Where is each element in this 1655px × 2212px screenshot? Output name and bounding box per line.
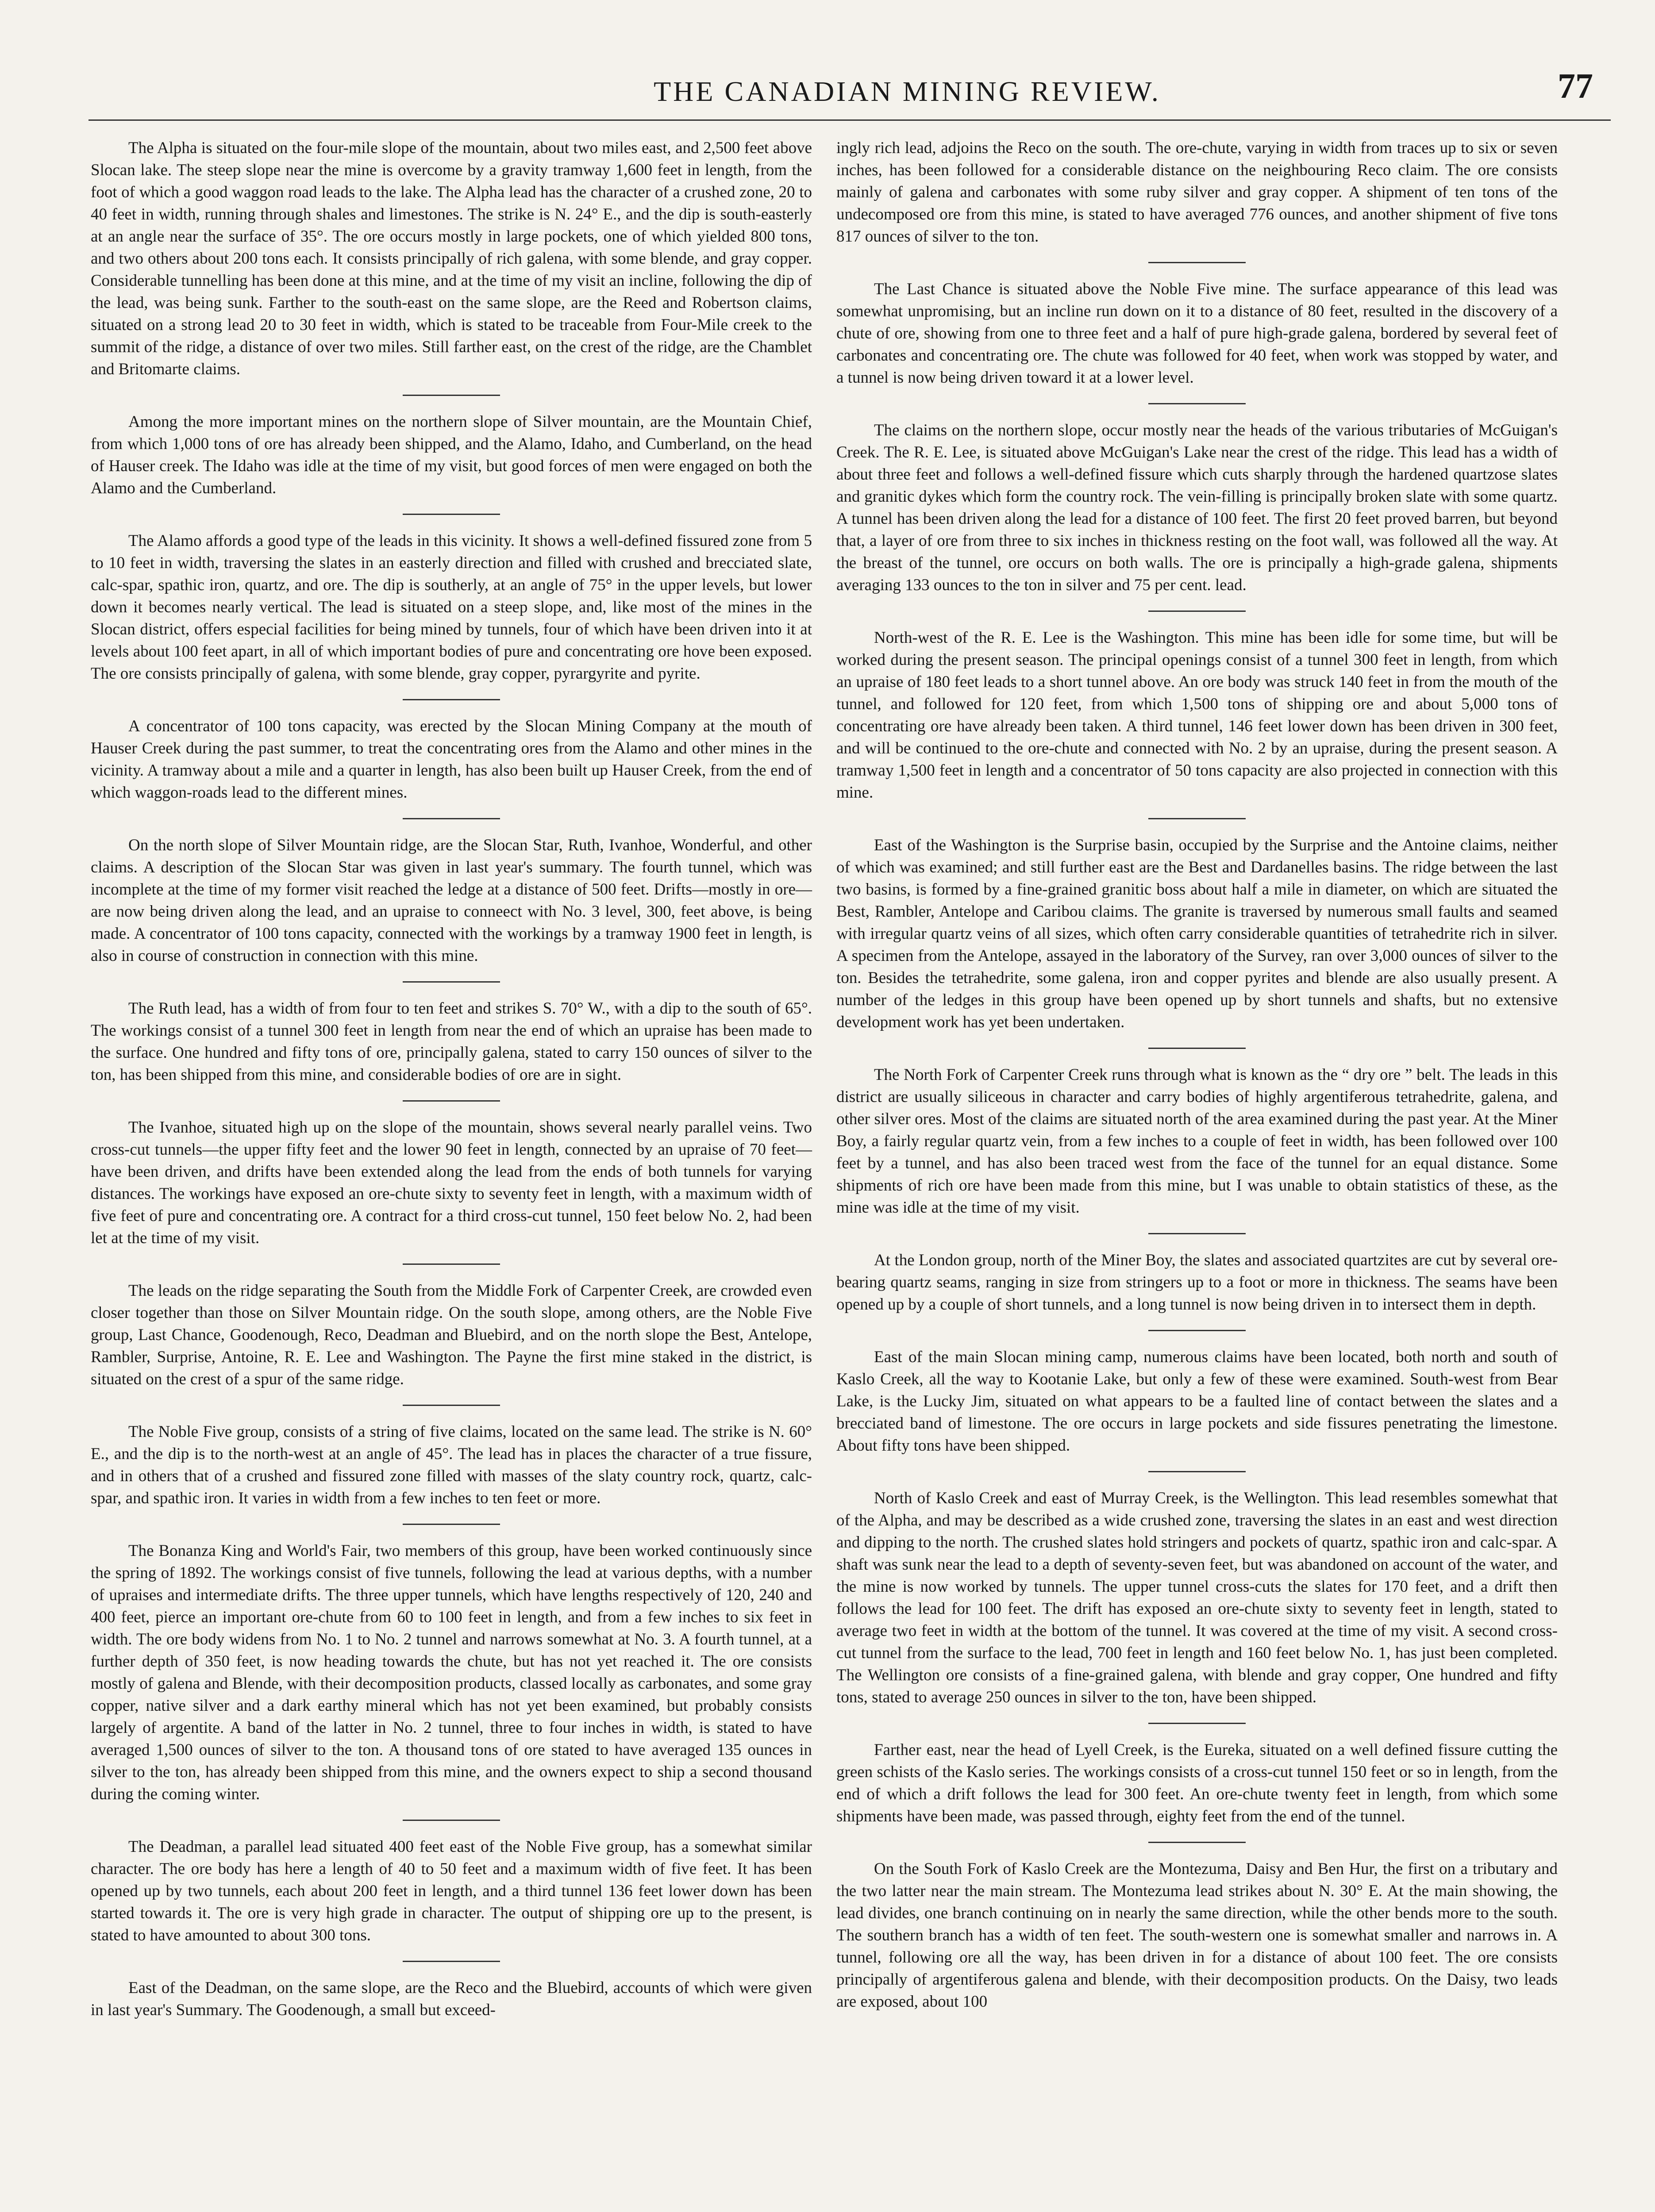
section-separator — [1148, 1233, 1246, 1234]
section-separator — [403, 1820, 500, 1821]
right-column — [836, 137, 1558, 2013]
paragraph-re-lee: The claims on the northern slope, occur mostly near the heads of the various tributaries of McGuigan's Creek. The R. E. Lee, is situated above McGuigan's Lake near the crest of the ridge. This lead has a width of about three feet and follows a well-defined fissure which cuts sharply through the hardened quartzose slates and granitic dykes which form the country rock. The vein-filling is principally broken slate with some quartz. A tunnel has been driven along the lead for a distance of 100 feet. The first 20 feet proved barren, but beyond that, a layer of ore from three to six inches in thickness resting on the foot wall, was followed all the way. At the breast of the tunnel, ore occurs on both walls. The ore is principally a high-grade galena, shipments averaging 133 ounces to the ton in silver and 75 per cent. lead. — [836, 421, 1558, 594]
paragraph-reco-bluebird: East of the Deadman, on the same slope, are the Reco and the Bluebird, accounts of which were given in last year's Summary. The Goodenough, a small but exceed- — [91, 1979, 812, 2019]
section-separator — [1148, 1048, 1246, 1049]
section-separator — [1148, 1723, 1246, 1724]
paragraph-carpenter-creek: The leads on the ridge separating the South from the Middle Fork of Carpenter Creek, are crowded even closer together than those on Silver Mountain ridge. On the south slope, among others, are the Noble Five group, Last Chance, Goodenough, Reco, Deadman and Bluebird, and on the north slope the Best, Antelope, Rambler, Surprise, Antoine, R. E. Lee and Washington. The Payne the first mine staked in the district, is situated on the crest of a spur of the same ridge. — [91, 1282, 812, 1388]
paragraph-montezuma: On the South Fork of Kaslo Creek are the Montezuma, Daisy and Ben Hur, the first on a tributary and the two latter near the main stream. The Montezuma lead strikes about N. 30° E. At the main showing, the lead divides, one branch continuing on in nearly the same direction, while the other bends more to the south. The southern branch has a width of ten feet. The south-western one is somewhat smaller and narrows in. A tunnel, following ore all the way, has been driven in for a distance of about 100 feet. The ore consists principally of argentiferous galena and blende, with their decomposition products. On the Daisy, two leads are exposed, about 100 — [836, 1860, 1558, 2011]
section-separator — [1148, 403, 1246, 404]
section-separator — [403, 1524, 500, 1525]
section-separator — [403, 981, 500, 983]
paragraph-alpha: The Alpha is situated on the four-mile slope of the mountain, about two miles east, and 2,500 feet above Slocan lake. The steep slope near the mine is overcome by a gravity tramway 1,600 feet in length, from the foot of which a good waggon road leads to the lake. The Alpha lead has the character of a crushed zone, 20 to 40 feet in width, running through shales and limestones. The strike is N. 24° E., and the dip is south-easterly at an angle near the surface of 35°. The ore occurs mostly in large pockets, one of which yielded 800 tons, and two others about 200 tons each. It consists principally of rich galena, with some blende, and gray copper. Considerable tunnelling has been done at this mine, and at the time of my visit an incline, following the dip of the lead, was being sunk. Farther to the south-east on the same slope, are the Reed and Robertson claims, situated on a strong lead 20 to 30 feet in width, which is stated to be traceable from Four-Mile creek to the summit of the ridge, a distance of over two miles. Still farther east, on the crest of the ridge, are the Chamblet and Britomarte claims. — [91, 139, 812, 378]
paragraph-washington: North-west of the R. E. Lee is the Washington. This mine has been idle for some time, but will be worked during the present season. The principal openings consist of a tunnel 300 feet in length, from which an upraise of 180 feet leads to a short tunnel above. An ore body was struck 140 feet in from the mouth of the tunnel, and followed for 120 feet, from which 1,500 tons of shipping ore and about 5,000 tons of concentrating ore have already been taken. A third tunnel, 146 feet lower down has been driven in 300 feet, and will be continued to the ore-chute and connected with No. 2 by an upraise, during the present season. A tramway 1,500 feet in length and a concentrator of 50 tons capacity are also projected in connection with this mine. — [836, 629, 1558, 802]
paragraph-concentrator: A concentrator of 100 tons capacity, was erected by the Slocan Mining Company at the mouth of Hauser Creek during the past summer, to treat the concentrating ores from the Alamo and other mines in the vicinity. A tramway about a mile and a quarter in length, has also been built up Hauser Creek, from the end of which waggon-roads lead to the different mines. — [91, 717, 812, 802]
page-number: 77 — [1558, 67, 1593, 106]
section-separator — [403, 818, 500, 819]
section-separator — [1148, 1842, 1246, 1843]
section-separator — [403, 1100, 500, 1102]
section-separator — [1148, 262, 1246, 263]
paragraph-alamo: The Alamo affords a good type of the leads in this vicinity. It shows a well-defined fissured zone from 5 to 10 feet in width, traversing the slates in an easterly direction and filled with crushed and brecciated slate, calc-spar, spathic iron, quartz, and ore. The dip is southerly, at an angle of 75° in the upper levels, but lower down it becomes nearly vertical. The lead is situated on a steep slope, and, like most of the mines in the Slocan district, offers especial facilities for being mined by tunnels, four of which have been driven into it at levels about 100 feet apart, in all of which important bodies of pure and concentrating ore hove been exposed. The ore consists principally of galena, with some blende, gray copper, pyrargyrite and pyrite. — [91, 532, 812, 683]
paragraph-north-fork: The North Fork of Carpenter Creek runs through what is known as the “ dry ore ” belt. The leads in this district are usually siliceous in character and carry bodies of highly argentiferous tetrahedrite, galena, and other silver ores. Most of the claims are situated north of the area examined during the past year. At the Miner Boy, a fairly regular quartz vein, from a few inches to a couple of feet in width, has been followed over 100 feet by a tunnel, and has also been traced west from the face of the tunnel for an equal distance. Some shipments of rich ore have been made from this mine, but I was unable to obtain statistics of these, as the mine was idle at the time of my visit. — [836, 1066, 1558, 1217]
paragraph-deadman: The Deadman, a parallel lead situated 400 feet east of the Noble Five group, has a somewhat similar character. The ore body has here a length of 40 to 50 feet and a maximum width of five feet. It has been opened up by two tunnels, each about 200 feet in length, and a third tunnel 136 feet lower down has been started towards it. The ore is very high grade in character. The output of shipping ore up to the present, is stated to have amounted to about 300 tons. — [91, 1838, 812, 1944]
paragraph-slocan-star: On the north slope of Silver Mountain ridge, are the Slocan Star, Ruth, Ivanhoe, Wonderful, and other claims. A description of the Slocan Star was given in last year's summary. The fourth tunnel, which was incomplete at the time of my former visit reached the ledge at a distance of 500 feet. Drifts—mostly in ore—are now being driven along the lead, and an upraise to conneect with No. 3 level, 300, feet above, is being made. A concentrator of 100 tons capacity, connected with the workings by a tramway 1900 feet in length, is also in course of construction in connection with this mine. — [91, 836, 812, 965]
section-separator — [403, 1263, 500, 1265]
section-separator — [403, 1405, 500, 1406]
section-separator — [403, 699, 500, 700]
journal-title: THE CANADIAN MINING REVIEW. — [654, 76, 1161, 107]
paragraph-goodenough-continued: ingly rich lead, adjoins the Reco on the south. The ore-chute, varying in width from traces up to six or seven inches, has been followed for a considerable distance on the neighbouring Reco claim. The ore consists mainly of galena and carbonates with some ruby silver and gray copper. A shipment of ten tons of the undecomposed ore from this mine, is stated to have averaged 776 ounces, and another shipment of five tons 817 ounces of silver to the ton. — [836, 139, 1558, 246]
paragraph-lucky-jim: East of the main Slocan mining camp, numerous claims have been located, both north and south of Kaslo Creek, all the way to Kootanie Lake, but only a few of these were examined. South-west from Bear Lake, is the Lucky Jim, situated on what appears to be a faulted line of contact between the slates and a brecciated band of limestone. The ore occurs in large pockets and side fissures penetrating the limestone. About fifty tons have been shipped. — [836, 1348, 1558, 1455]
section-separator — [1148, 1471, 1246, 1472]
section-separator — [1148, 818, 1246, 819]
section-separator — [403, 1961, 500, 1962]
paragraph-eureka: Farther east, near the head of Lyell Creek, is the Eureka, situated on a well defined fissure cutting the green schists of the Kaslo series. The workings consists of a cross-cut tunnel 150 feet or so in length, from the end of which a drift follows the lead for 300 feet. An ore-chute twenty feet in length, from which some shipments have been made, was passed through, eighty feet from the end of the tunnel. — [836, 1741, 1558, 1825]
paragraph-ruth: The Ruth lead, has a width of from four to ten feet and strikes S. 70° W., with a dip to the south of 65°. The workings consist of a tunnel 300 feet in length from near the end of which an upraise has been made to the surface. One hundred and fifty tons of ore, principally galena, stated to carry 150 ounces of silver to the ton, has been shipped from this mine, and considerable bodies of ore are in sight. — [91, 999, 812, 1084]
section-separator — [403, 514, 500, 515]
paragraph-surprise-basin: East of the Washington is the Surprise basin, occupied by the Surprise and the Antoine claims, neither of which was examined; and still further east are the Best and Dardanelles basins. The ridge between the last two basins, is formed by a fine-grained granitic boss about half a mile in diameter, on which are situated the Best, Rambler, Antelope and Caribou claims. The granite is traversed by numerous small faults and seamed with irregular quartz veins of all sizes, which often carry considerable quantities of tetrahedrite rich in silver. A specimen from the Antelope, assayed in the laboratory of the Survey, ran over 3,000 ounces of silver to the ton. Besides the tetrahedrite, some galena, iron and copper pyrites and blende are also usually present. A number of the ledges in this group have been opened up by short tunnels and shafts, but no extensive development work has yet been undertaken. — [836, 836, 1558, 1031]
header-rule — [89, 119, 1611, 121]
section-separator — [1148, 611, 1246, 612]
paragraph-silver-mountain: Among the more important mines on the northern slope of Silver mountain, are the Mountain Chief, from which 1,000 tons of ore has already been shipped, and the Alamo, Idaho, and Cumberland, on the head of Hauser creek. The Idaho was idle at the time of my visit, but good forces of men were engaged on both the Alamo and the Cumberland. — [91, 413, 812, 497]
paragraph-bonanza-king: The Bonanza King and World's Fair, two members of this group, have been worked continuously since the spring of 1892. The workings consist of five tunnels, following the lead at various depths, with a number of upraises and intermediate drifts. The three upper tunnels, which have lengths respectively of 120, 240 and 400 feet, pierce an important ore-chute from 60 to 100 feet in length, and from a few inches to six feet in width. The ore body widens from No. 1 to No. 2 tunnel and narrows somewhat at No. 3. A fourth tunnel, at a further depth of 350 feet, is now heading towards the chute, but has not yet reached it. The ore consists mostly of galena and Blende, with their decomposition products, classed locally as carbonates, and some gray copper, native silver and a dark earthy mineral which has not yet been examined, but probably consists largely of argentite. A band of the latter in No. 2 tunnel, three to four inches in width, is stated to have averaged 1,500 ounces of silver to the ton. A thousand tons of ore stated to have averaged 135 ounces in silver to the ton, has already been shipped from this mine, and the owners expect to ship a second thousand during the coming winter. — [91, 1542, 812, 1803]
paragraph-noble-five: The Noble Five group, consists of a string of five claims, located on the same lead. The strike is N. 60° E., and the dip is to the north-west at an angle of 45°. The lead has in places the character of a true fissure, and in others that of a crushed and fissured zone filled with masses of the slaty country rock, quartz, calc-spar, and spathic iron. It varies in width from a few inches to ten feet or more. — [91, 1423, 812, 1507]
section-separator — [403, 395, 500, 396]
paragraph-last-chance: The Last Chance is situated above the Noble Five mine. The surface appearance of this lead was somewhat unpromising, but an incline run down on it to a distance of 80 feet, resulted in the discovery of a chute of ore, showing from one to three feet and a half of pure high-grade galena, bordered by several feet of carbonates and concentrating ore. The chute was followed for 40 feet, when work was stopped by water, and a tunnel is now being driven toward it at a lower level. — [836, 280, 1558, 387]
left-column — [91, 137, 812, 2021]
paragraph-wellington: North of Kaslo Creek and east of Murray Creek, is the Wellington. This lead resembles somewhat that of the Alpha, and may be described as a wide crushed zone, traversing the slates in an east and west direction and dipping to the north. The crushed slates hold stringers and pockets of quartz, spathic iron and calc-spar. A shaft was sunk near the lead to a depth of seventy-seven feet, but was abandoned on account of the water, and the mine is now worked by tunnels. The upper tunnel cross-cuts the slates for 170 feet, and a drift then follows the lead for 100 feet. The drift has exposed an ore-chute sixty to seventy feet in length, stated to average two feet in width at the bottom of the tunnel. It was covered at the time of my visit. A second cross-cut tunnel from the surface to the lead, 700 feet in length and 160 feet below No. 1, has just been completed. The Wellington ore consists of a fine-grained galena, with blende and gray copper, One hundred and fifty tons, stated to average 250 ounces in silver to the ton, have been shipped. — [836, 1489, 1558, 1706]
paragraph-ivanhoe: The Ivanhoe, situated high up on the slope of the mountain, shows several nearly parallel veins. Two cross-cut tunnels—the upper fifty feet and the lower 90 feet in length, connected by an upraise of 70 feet—have been driven, and drifts have been extended along the lead from the ends of both tunnels for varying distances. The workings have exposed an ore-chute sixty to seventy feet in length, with a maximum width of five feet of pure and concentrating ore. A contract for a third cross-cut tunnel, 150 feet below No. 2, had been let at the time of my visit. — [91, 1118, 812, 1247]
section-separator — [1148, 1330, 1246, 1331]
paragraph-london-group: At the London group, north of the Miner Boy, the slates and associated quartzites are cut by several ore-bearing quartz seams, ranging in size from stringers up to a foot or more in thickness. The seams have been opened up by a couple of short tunnels, and a long tunnel is now being driven in to intersect them in depth. — [836, 1251, 1558, 1313]
